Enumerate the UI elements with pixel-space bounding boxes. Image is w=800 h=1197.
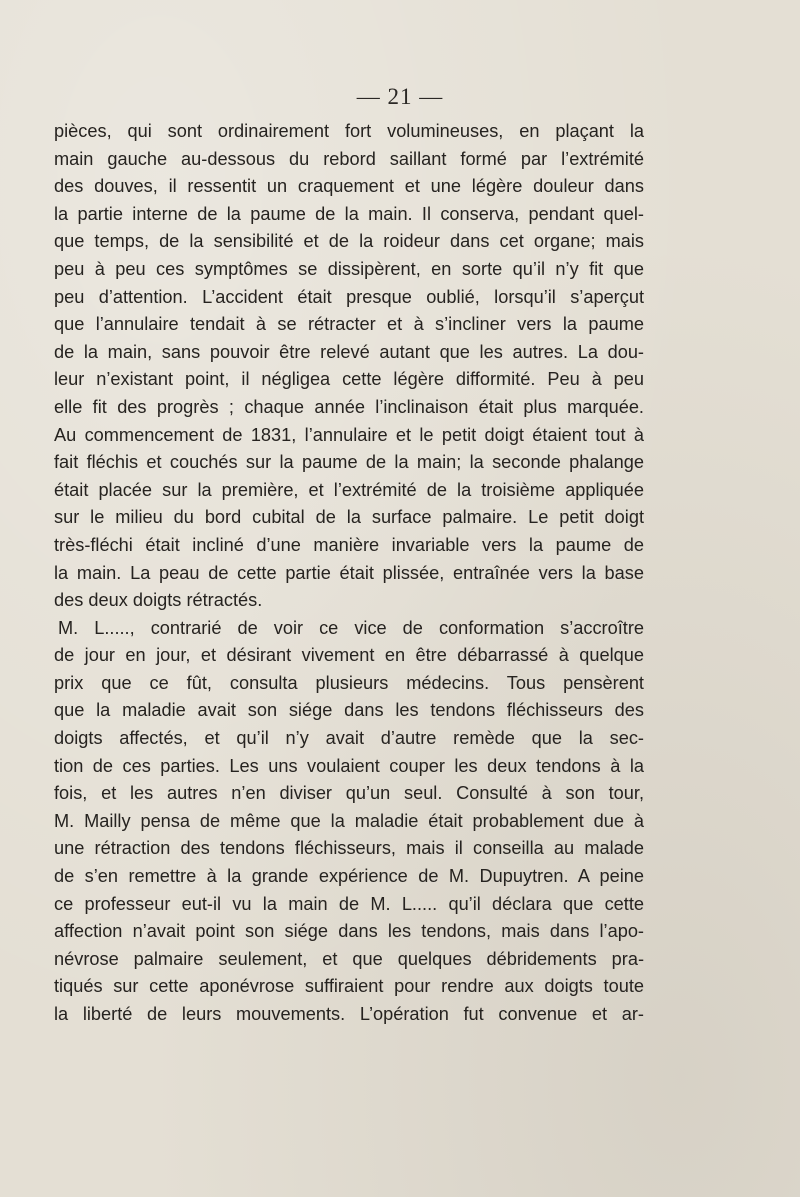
- paragraph-first-line: M. L....., contrarié de voir ce vice de conformation s’accroître: [58, 617, 644, 638]
- text-line: pièces, qui sont ordinairement fort volumineuses, en plaçant la: [54, 121, 644, 141]
- text-line: que la maladie avait son siége dans les tendons fléchisseurs des: [54, 700, 644, 721]
- text-line: main gauche au-dessous du rebord saillant formé par l’extrémité: [54, 148, 644, 169]
- text-line: était placée sur la première, et l’extrémité de la troisième appliquée: [54, 479, 644, 500]
- text-line: leur n’existant point, il négligea cette légère difformité. Peu à peu: [54, 369, 644, 390]
- text-line: que temps, de la sensibilité et de la roideur dans cet organe; mais: [54, 231, 644, 252]
- text-line: de s’en remettre à la grande expérience de M. Dupuytren. A peine: [54, 866, 644, 887]
- text-line: la partie interne de la paume de la main. Il conserva, pendant quel-: [54, 203, 644, 224]
- text-line: peu à peu ces symptômes se dissipèrent, en sorte qu’il n’y fit que: [54, 258, 644, 279]
- text-line: névrose palmaire seulement, et que quelques débridements pra-: [54, 948, 644, 969]
- text-line: fait fléchis et couchés sur la paume de la main; la seconde phalange: [54, 452, 644, 473]
- text-line: la main. La peau de cette partie était plissée, entraînée vers la base: [54, 562, 644, 583]
- text-line: très-fléchi était incliné d’une manière invariable vers la paume de: [54, 534, 644, 555]
- text-line: M. Mailly pensa de même que la maladie était probablement due à: [54, 810, 644, 831]
- text-line: que l’annulaire tendait à se rétracter et à s’incliner vers la paume: [54, 314, 644, 335]
- text-line: elle fit des progrès ; chaque année l’inclinaison était plus marquée.: [54, 396, 644, 417]
- text-line: tion de ces parties. Les uns voulaient couper les deux tendons à la: [54, 755, 644, 776]
- text-line: de jour en jour, et désirant vivement en être débarrassé à quelque: [54, 645, 644, 666]
- text-line: peu d’attention. L’accident était presque oublié, lorsqu’il s’aperçut: [54, 286, 644, 307]
- text-line: tiqués sur cette aponévrose suffiraient pour rendre aux doigts toute: [54, 976, 644, 997]
- text-line: une rétraction des tendons fléchisseurs, mais il conseilla au malade: [54, 838, 644, 859]
- text-line: fois, et les autres n’en diviser qu’un seul. Consulté à son tour,: [54, 783, 644, 804]
- paragraph-last-line: des deux doigts rétractés.: [54, 590, 263, 611]
- text-line: ce professeur eut-il vu la main de M. L..... qu’il déclara que cette: [54, 893, 644, 914]
- text-line: doigts affectés, et qu’il n’y avait d’autre remède que la sec-: [54, 728, 644, 749]
- body-text: [54, 118, 644, 1029]
- text-line: Au commencement de 1831, l’annulaire et le petit doigt étaient tout à: [54, 424, 644, 445]
- text-line: des douves, il ressentit un craquement et une légère douleur dans: [54, 176, 644, 197]
- text-line: la liberté de leurs mouvements. L’opération fut convenue et ar-: [54, 1004, 644, 1024]
- text-line: de la main, sans pouvoir être relevé autant que les autres. La dou-: [54, 341, 644, 362]
- page-number: — 21 —: [356, 84, 444, 109]
- text-line: affection n’avait point son siége dans les tendons, mais dans l’apo-: [54, 921, 644, 942]
- text-line: sur le milieu du bord cubital de la surface palmaire. Le petit doigt: [54, 507, 644, 528]
- text-line: prix que ce fût, consulta plusieurs médecins. Tous pensèrent: [54, 672, 644, 693]
